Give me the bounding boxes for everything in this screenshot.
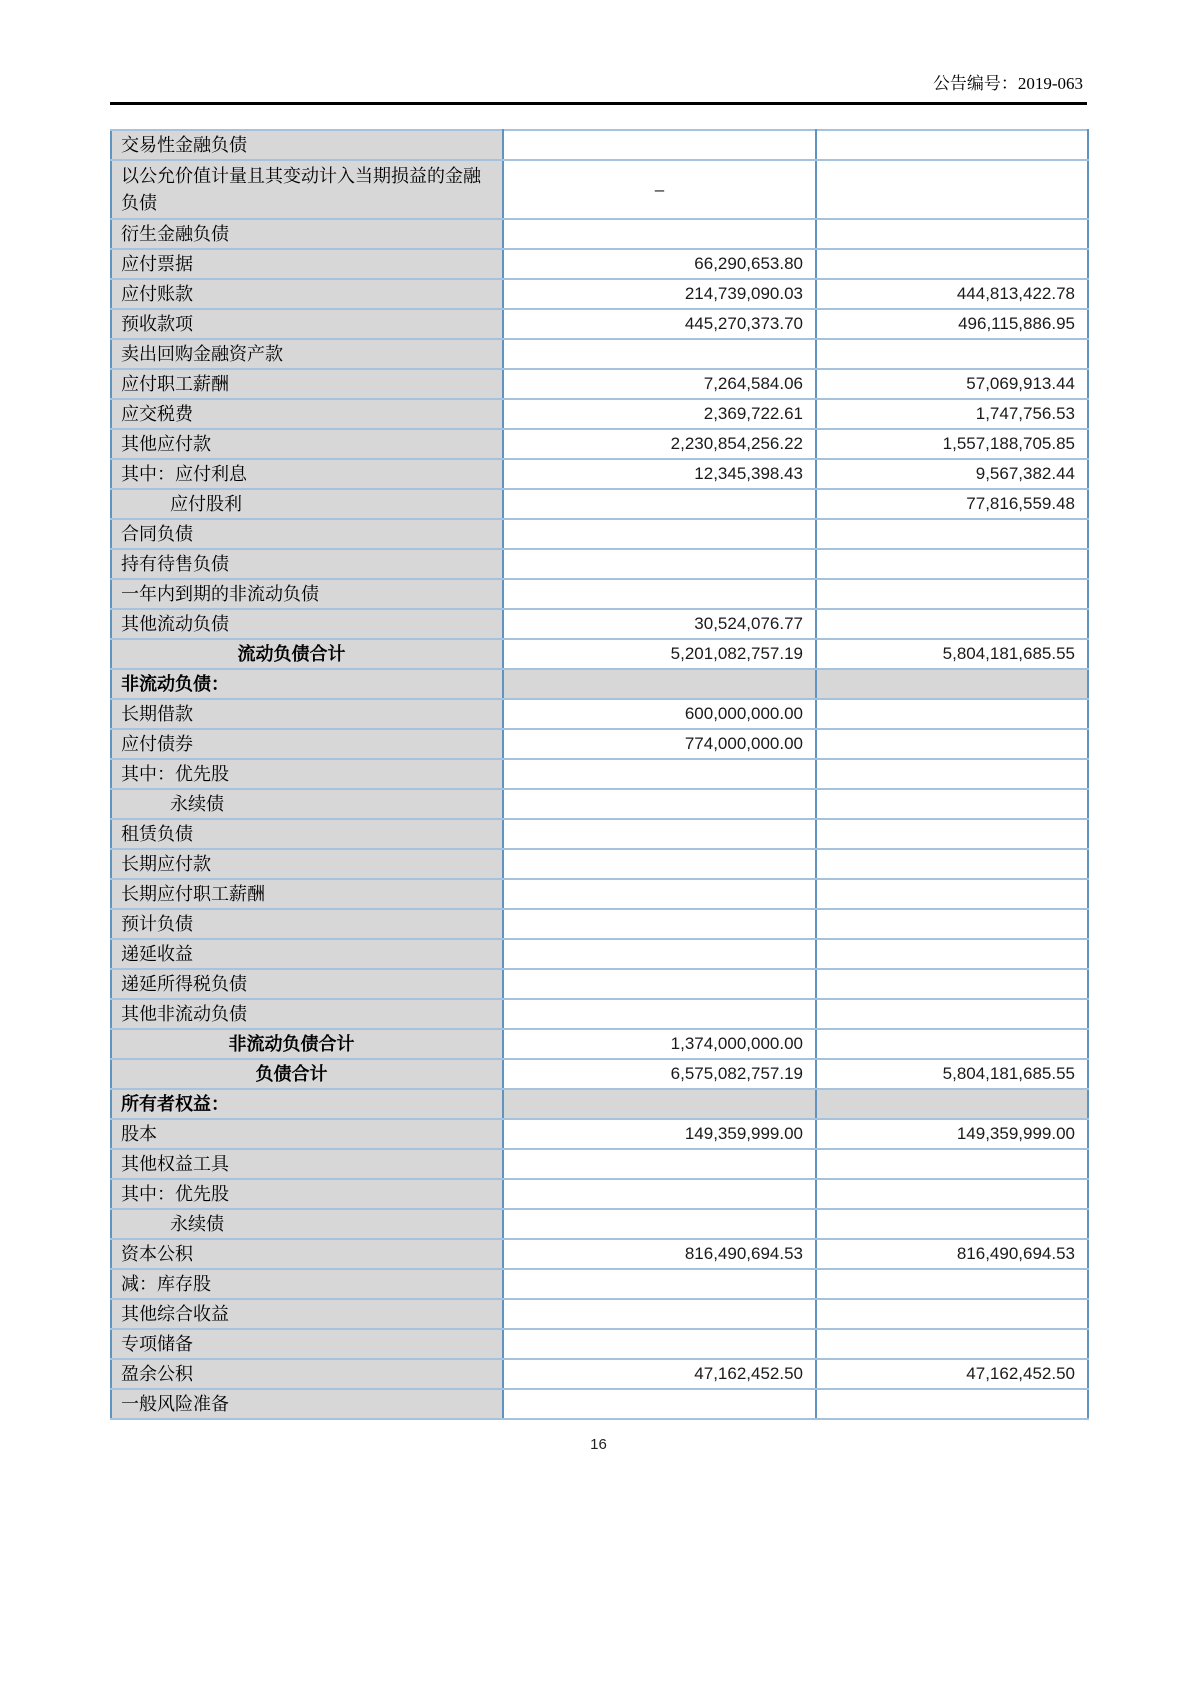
table-row — [111, 219, 1088, 249]
current-period-value-cell — [503, 519, 816, 549]
row-label-cell: 递延收益 — [111, 939, 503, 969]
prior-period-value-cell — [816, 549, 1088, 579]
prior-period-value-cell — [816, 789, 1088, 819]
prior-period-value-cell — [816, 849, 1088, 879]
current-period-value-cell — [503, 1089, 816, 1119]
table-row — [111, 1179, 1088, 1209]
row-label-cell: 租赁负债 — [111, 819, 503, 849]
section-header-row — [111, 1089, 1088, 1119]
row-label-cell: 以公允价值计量且其变动计入当期损益的金融负债 — [111, 160, 503, 219]
prior-period-value-cell — [816, 1149, 1088, 1179]
total-row — [111, 639, 1088, 669]
table-row — [111, 309, 1088, 339]
table-row — [111, 339, 1088, 369]
current-period-value-cell — [503, 549, 816, 579]
row-label-cell: 其中：应付利息 — [111, 459, 503, 489]
table-row — [111, 519, 1088, 549]
current-period-value-cell: 6,575,082,757.19 — [503, 1059, 816, 1089]
prior-period-value-cell — [816, 879, 1088, 909]
row-label-cell: 股本 — [111, 1119, 503, 1149]
prior-period-value-cell: 5,804,181,685.55 — [816, 639, 1088, 669]
row-label-cell: 其他非流动负债 — [111, 999, 503, 1029]
row-label-cell: 非流动负债： — [111, 669, 503, 699]
current-period-value-cell — [503, 579, 816, 609]
table-row — [111, 459, 1088, 489]
prior-period-value-cell — [816, 729, 1088, 759]
prior-period-value-cell — [816, 219, 1088, 249]
prior-period-value-cell — [816, 759, 1088, 789]
balance-sheet-table — [110, 129, 1089, 1420]
current-period-value-cell — [503, 1149, 816, 1179]
row-label-cell: 资本公积 — [111, 1239, 503, 1269]
total-row — [111, 1059, 1088, 1089]
row-label-cell: 一年内到期的非流动负债 — [111, 579, 503, 609]
prior-period-value-cell: 496,115,886.95 — [816, 309, 1088, 339]
current-period-value-cell: 12,345,398.43 — [503, 459, 816, 489]
table-row — [111, 399, 1088, 429]
table-row — [111, 999, 1088, 1029]
row-label-cell: 永续债 — [111, 789, 503, 819]
row-label-cell: 一般风险准备 — [111, 1389, 503, 1419]
table-row — [111, 759, 1088, 789]
row-label-cell: 其他综合收益 — [111, 1299, 503, 1329]
table-row — [111, 729, 1088, 759]
table-row — [111, 249, 1088, 279]
current-period-value-cell: 445,270,373.70 — [503, 309, 816, 339]
table-row — [111, 1269, 1088, 1299]
row-label-cell: 流动负债合计 — [111, 639, 503, 669]
current-period-value-cell: 47,162,452.50 — [503, 1359, 816, 1389]
prior-period-value-cell — [816, 1299, 1088, 1329]
page-number: 16 — [590, 1436, 607, 1453]
prior-period-value-cell — [816, 999, 1088, 1029]
table-row — [111, 130, 1088, 160]
current-period-value-cell: 149,359,999.00 — [503, 1119, 816, 1149]
prior-period-value-cell: 47,162,452.50 — [816, 1359, 1088, 1389]
prior-period-value-cell — [816, 1269, 1088, 1299]
row-label-cell: 长期应付职工薪酬 — [111, 879, 503, 909]
announcement-number: 公告编号：2019-063 — [932, 74, 1083, 93]
current-period-value-cell — [503, 819, 816, 849]
current-period-value-cell — [503, 999, 816, 1029]
current-period-value-cell — [503, 1389, 816, 1419]
current-period-value-cell — [503, 849, 816, 879]
row-label-cell: 专项储备 — [111, 1329, 503, 1359]
row-label-cell: 非流动负债合计 — [111, 1029, 503, 1059]
row-label-cell: 持有待售负债 — [111, 549, 503, 579]
table-row — [111, 879, 1088, 909]
current-period-value-cell — [503, 789, 816, 819]
table-row — [111, 969, 1088, 999]
row-label-cell: 衍生金融负债 — [111, 219, 503, 249]
current-period-value-cell: – — [503, 160, 816, 219]
current-period-value-cell — [503, 489, 816, 519]
current-period-value-cell — [503, 669, 816, 699]
prior-period-value-cell — [816, 669, 1088, 699]
table-row — [111, 1329, 1088, 1359]
prior-period-value-cell: 57,069,913.44 — [816, 369, 1088, 399]
table-row — [111, 1209, 1088, 1239]
row-label-cell: 应付账款 — [111, 279, 503, 309]
current-period-value-cell — [503, 1329, 816, 1359]
prior-period-value-cell — [816, 1089, 1088, 1119]
current-period-value-cell — [503, 909, 816, 939]
row-label-cell: 长期借款 — [111, 699, 503, 729]
prior-period-value-cell — [816, 699, 1088, 729]
page-footer — [110, 1436, 1087, 1453]
table-row — [111, 1389, 1088, 1419]
row-label-cell: 递延所得税负债 — [111, 969, 503, 999]
row-label-cell: 负债合计 — [111, 1059, 503, 1089]
prior-period-value-cell: 149,359,999.00 — [816, 1119, 1088, 1149]
prior-period-value-cell: 77,816,559.48 — [816, 489, 1088, 519]
table-row — [111, 579, 1088, 609]
prior-period-value-cell — [816, 1029, 1088, 1059]
prior-period-value-cell — [816, 819, 1088, 849]
prior-period-value-cell: 816,490,694.53 — [816, 1239, 1088, 1269]
prior-period-value-cell: 1,747,756.53 — [816, 399, 1088, 429]
row-label-cell: 应付票据 — [111, 249, 503, 279]
prior-period-value-cell — [816, 1209, 1088, 1239]
row-label-cell: 减：库存股 — [111, 1269, 503, 1299]
total-row — [111, 1029, 1088, 1059]
current-period-value-cell: 2,369,722.61 — [503, 399, 816, 429]
section-header-row — [111, 669, 1088, 699]
table-row — [111, 909, 1088, 939]
current-period-value-cell — [503, 759, 816, 789]
row-label-cell: 交易性金融负债 — [111, 130, 503, 160]
current-period-value-cell: 5,201,082,757.19 — [503, 639, 816, 669]
current-period-value-cell: 214,739,090.03 — [503, 279, 816, 309]
row-label-cell: 合同负债 — [111, 519, 503, 549]
current-period-value-cell — [503, 1299, 816, 1329]
current-period-value-cell — [503, 130, 816, 160]
prior-period-value-cell — [816, 130, 1088, 160]
prior-period-value-cell — [816, 1329, 1088, 1359]
table-row — [111, 789, 1088, 819]
prior-period-value-cell: 444,813,422.78 — [816, 279, 1088, 309]
table-row — [111, 1239, 1088, 1269]
row-label-cell: 其他流动负债 — [111, 609, 503, 639]
row-label-cell: 其他应付款 — [111, 429, 503, 459]
table-row — [111, 1299, 1088, 1329]
table-row — [111, 279, 1088, 309]
table-row — [111, 1149, 1088, 1179]
prior-period-value-cell: 5,804,181,685.55 — [816, 1059, 1088, 1089]
row-label-cell: 其他权益工具 — [111, 1149, 503, 1179]
table-row — [111, 369, 1088, 399]
row-label-cell: 其中：优先股 — [111, 759, 503, 789]
balance-table-body — [111, 130, 1088, 1419]
current-period-value-cell — [503, 879, 816, 909]
row-label-cell: 永续债 — [111, 1209, 503, 1239]
table-row — [111, 549, 1088, 579]
table-row — [111, 609, 1088, 639]
row-label-cell: 应付股利 — [111, 489, 503, 519]
current-period-value-cell — [503, 339, 816, 369]
page-header — [110, 0, 1087, 105]
prior-period-value-cell — [816, 579, 1088, 609]
table-row — [111, 849, 1088, 879]
current-period-value-cell: 774,000,000.00 — [503, 729, 816, 759]
current-period-value-cell: 7,264,584.06 — [503, 369, 816, 399]
prior-period-value-cell — [816, 939, 1088, 969]
table-row — [111, 699, 1088, 729]
table-row — [111, 429, 1088, 459]
document-page — [110, 0, 1087, 1453]
prior-period-value-cell — [816, 160, 1088, 219]
current-period-value-cell — [503, 1269, 816, 1299]
prior-period-value-cell — [816, 1179, 1088, 1209]
table-row — [111, 1359, 1088, 1389]
current-period-value-cell: 2,230,854,256.22 — [503, 429, 816, 459]
row-label-cell: 其中：优先股 — [111, 1179, 503, 1209]
table-row — [111, 1119, 1088, 1149]
row-label-cell: 应交税费 — [111, 399, 503, 429]
current-period-value-cell: 66,290,653.80 — [503, 249, 816, 279]
prior-period-value-cell — [816, 519, 1088, 549]
current-period-value-cell — [503, 939, 816, 969]
current-period-value-cell — [503, 219, 816, 249]
current-period-value-cell: 600,000,000.00 — [503, 699, 816, 729]
prior-period-value-cell — [816, 1389, 1088, 1419]
prior-period-value-cell — [816, 249, 1088, 279]
row-label-cell: 长期应付款 — [111, 849, 503, 879]
row-label-cell: 盈余公积 — [111, 1359, 503, 1389]
prior-period-value-cell — [816, 969, 1088, 999]
prior-period-value-cell — [816, 609, 1088, 639]
current-period-value-cell: 30,524,076.77 — [503, 609, 816, 639]
current-period-value-cell — [503, 969, 816, 999]
table-row — [111, 489, 1088, 519]
prior-period-value-cell: 1,557,188,705.85 — [816, 429, 1088, 459]
table-row — [111, 819, 1088, 849]
current-period-value-cell: 816,490,694.53 — [503, 1239, 816, 1269]
row-label-cell: 所有者权益： — [111, 1089, 503, 1119]
row-label-cell: 预收款项 — [111, 309, 503, 339]
prior-period-value-cell: 9,567,382.44 — [816, 459, 1088, 489]
prior-period-value-cell — [816, 339, 1088, 369]
row-label-cell: 预计负债 — [111, 909, 503, 939]
row-label-cell: 应付职工薪酬 — [111, 369, 503, 399]
current-period-value-cell — [503, 1209, 816, 1239]
row-label-cell: 应付债券 — [111, 729, 503, 759]
prior-period-value-cell — [816, 909, 1088, 939]
table-row — [111, 160, 1088, 219]
current-period-value-cell — [503, 1179, 816, 1209]
row-label-cell: 卖出回购金融资产款 — [111, 339, 503, 369]
table-row — [111, 939, 1088, 969]
current-period-value-cell: 1,374,000,000.00 — [503, 1029, 816, 1059]
